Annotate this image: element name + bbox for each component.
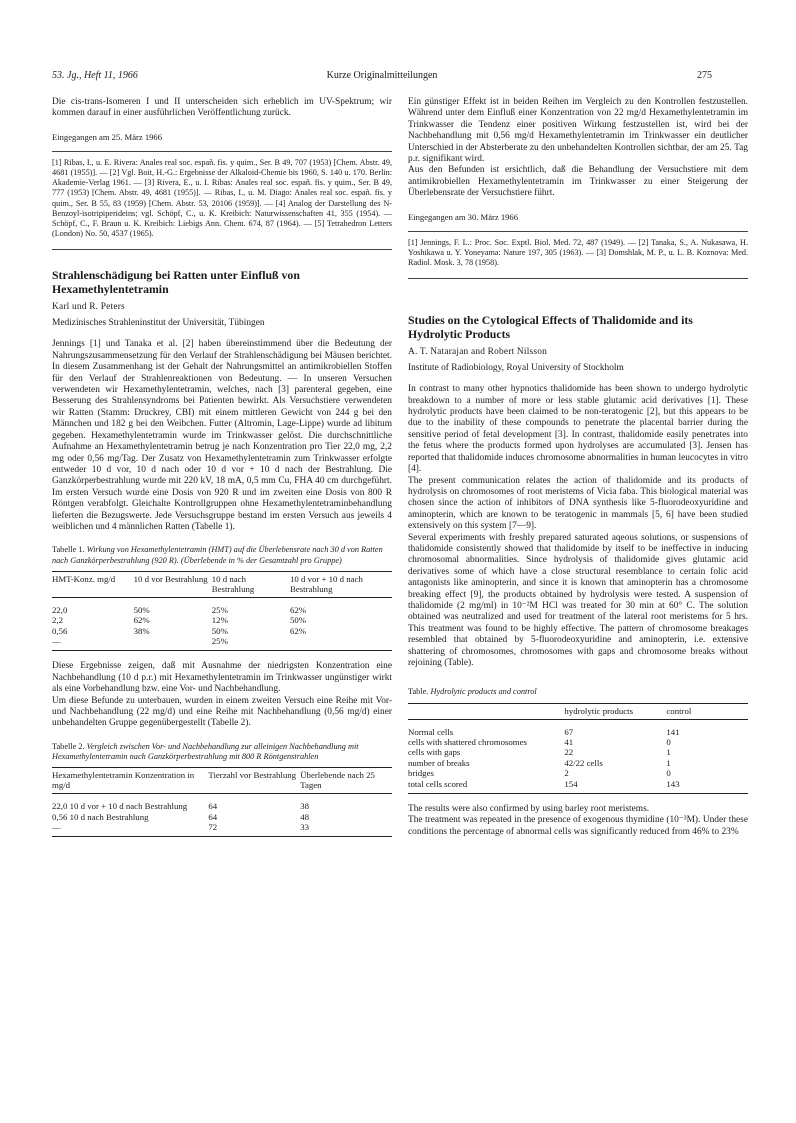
table-cell: 25%: [211, 604, 228, 615]
column-header: HMT-Konz. mg/d: [52, 573, 116, 584]
column-header: [408, 703, 564, 719]
table-cell: 48: [300, 811, 309, 822]
table-cell: 41: [564, 737, 574, 748]
table-cell: 50%: [211, 625, 228, 636]
article-authors: A. T. Natarajan and Robert Nilsson: [408, 347, 547, 358]
reference-list: [1] Ribas, I., u. E. Rivera: Anales real soc. españ. fis. y quim., Ser. B 49, 707 (1953) [Chem. Abstr. 49, 4681 (1955)]. — [2] Vgl. Boit, H.-G.: Ergebnisse der Alkaloid-Chemie bis 1960, S. 140 u. 170. Berlin: Akademie-Verlag 1961. — [3] Rivera, E., u. I. Ribas: Anales real soc. españ. fis. y quim., Ser. B 49, 777 (1953) [Chem. Abstr. 49, 4681 (1955)]. — Ribas, I., u. M. Diago: Anales real soc. españ. fis. y quim., Ser. B 55, 83 (1959) [Chem. Abstr. 53, 20106 (1959)]. — [4] Analog der Darstellung des N-Benzoyl-isotripiperideins; vgl. Schöpf, C., u. K. Kreibich: Naturwissenschaften 41, 355 (1954). — Schöpf, C., F. Braun u. K. Kreibich: Liebigs Ann. Chem. 674, 87 (1964). — [5] Tetrahedron Letters (London) No. 50, 4537 (1965).: [52, 157, 392, 239]
table-cell: 50%: [289, 615, 307, 626]
table-caption-text: Wirkung von Hexamethylentetramin (HMT) auf die Überlebensrate nach 30 d von Ratten nach Ganzkörperbestrahlung (920 R). (Überlebende in % der Gesamtzahl pro Gruppe): [52, 545, 383, 565]
table-caption: [408, 687, 748, 697]
column-header: control: [666, 705, 692, 716]
table-cell: 0: [666, 768, 671, 779]
column-header: Tierzahl vor Bestrahlung: [208, 770, 297, 781]
table-cell: Normal cells: [408, 726, 454, 737]
table-cell: 2: [564, 768, 569, 779]
table-cell: 67: [564, 726, 574, 737]
reference-list: [1] Jennings, F. L.: Proc. Soc. Exptl. Biol. Med. 72, 487 (1949). — [2] Tanaka, S., A. Nukasawa, H. Yoshikawa u. Y. Yoneyama: Nature 197, 305 (1963). — [3] Domshlak, M. P., u. L. B. Koznova: Med. Radiol. Mosk. 3, 78 (1958).: [408, 237, 748, 268]
table-cell: 38: [300, 801, 309, 812]
table-caption-text: Vergleich zwischen Vor- und Nachbehandlung zur alleinigen Nachbehandlung mit Hexamethylentetramin nach Ganzkörperbestrahlung mit 800 R Röntgenstrahlen: [52, 741, 359, 762]
divider: [52, 249, 392, 250]
table-cell: 62%: [133, 615, 150, 626]
body-paragraph: Diese Ergebnisse zeigen, daß mit Ausnahme der niedrigsten Konzentration eine Nachbehandlung (10 d p.r.) mit Hexamethylentetramin im Trinkwasser ungünstiger wirkt als eine Vorbehandlung bzw. eine Vor- und Nachbehandlung.: [52, 661, 392, 695]
article-title: Studies on the Cytological Effects of Thalidomide and its Hydrolytic Products: [408, 313, 693, 342]
body-paragraph: Jennings [1] und Tanaka et al. [2] haben übereinstimmend über die Bedeutung der Nahrungszusammensetzung für den Verlauf der Strahlenschädigung bei Mäusen berichtet. In diesem Zusammenhang ist der Gehalt der Nahrungsmittel an antimikrobiellen Stoffen für den Verlauf der Strahlenreaktionen von Bedeutung. — In unseren Versuchen verwendeten wir Hexamethylentetramin, welches, nach [3] parenteral gegeben, eine Besserung des Strahlensyndroms bei Patienten bewirkt. Als Versuchstiere verwendeten wir Ratten (Stamm: Druckrey, CBI) mit einem mittleren Gewicht von 244 g bei den Männchen und 182 g bei den Weibchen. Futter (Altromin, Lage-Lippe) wurde ad libitum gegeben. Hexamethylentetramin wurde im Trinkwasser gelöst. Die durchschnittliche Aufnahme an Hexamethylentetramin betrug je nach Konzentration pro Tier 22,0 mg, 2,2 mg oder 0,56 mg/Tag. Der Zusatz von Hexamethylentetramin zum Trinkwasser erfolgte entweder 10 d vor, 10 d nach oder 10 d vor + 10 d nach der Bestrahlung. Die Ganzkörperbestrahlung wurde mit 220 kV, 18 mA, 0,5 mm Cu, FHA 40 cm durchgeführt. Im ersten Versuch wurde eine Dosis von 920 R und im zweiten eine Dosis von 800 R Röntgen verabfolgt. Gleichalte Kontrollgruppen ohne Hexamethylentetraminbehandlung lieferten die Bezugswerte. Jede Versuchsgruppe bestand im ersten Versuch aus jeweils 4 weiblichen und 4 männlichen Ratten (Tabelle 1).: [52, 339, 392, 532]
table-cell: 42/22 cells: [564, 757, 603, 768]
column-header: 10 d vor + 10 d nach Bestrahlung: [289, 573, 363, 594]
table-label: Table.: [408, 687, 429, 697]
body-paragraph: The treatment was repeated in the presence of exogenous thymidine (10⁻³M). Under these conditions the percentage of abnormal cells was significantly reduced from 46% to 23%: [408, 815, 748, 837]
divider: [52, 151, 392, 152]
column-header: 10 d nach Bestrahlung: [211, 573, 255, 594]
data-table: [52, 767, 392, 837]
table-row: [52, 794, 392, 812]
table-cell: 154: [564, 778, 578, 789]
running-header: [52, 70, 712, 86]
column-header: Überlebende nach 25 Tagen: [300, 770, 375, 791]
table-row: [52, 597, 392, 615]
body-paragraph: In contrast to many other hypnotics thalidomide has been shown to undergo hydrolytic breakdown to a number of more or less stable glutamic acid derivatives [1]. These hydrolytic products have been claimed to be non-teratogenic [2], but this appears to be due to the inability of these compounds to penetrate the placental barrier during the sensitive period of fetal development [3]. In contrast, thalidomide easily penetrates into the fetus where the products formed upon hydrolyses are accumulated [3]. Jensen has reported that thalidomide induces chromosome abnormalities in human leucocytes in vitro [4].: [408, 384, 748, 475]
table-cell: 25%: [211, 635, 228, 646]
table-cell: 0,56 10 d nach Bestrahlung: [52, 811, 149, 822]
table-row: [52, 822, 392, 837]
table-row: [408, 779, 748, 794]
table-cell: 2,2: [52, 615, 63, 626]
left-column: [52, 97, 392, 837]
table-cell: 12%: [211, 615, 228, 626]
institution: Medizinisches Strahleninstitut der Universität, Tübingen: [52, 318, 265, 329]
article-authors: Karl und R. Peters: [52, 302, 125, 313]
data-table: [408, 703, 748, 794]
table-row: [408, 758, 748, 768]
body-paragraph: Um diese Befunde zu unterbauen, wurden in einem zweiten Versuch eine Reihe mit Vor- und Nachbehandlung (22 mg/d) und eine Reihe mit Nachbehandlung (0,56 mg/d) einer unbehandelten Gruppe gegenübergestellt (Tabelle 2).: [52, 695, 392, 729]
data-table: [52, 571, 392, 652]
table-cell: —: [52, 822, 61, 833]
institution: Institute of Radiobiology, Royal University of Stockholm: [408, 363, 624, 374]
table-caption: [52, 742, 392, 762]
body-paragraph: Ein günstiger Effekt ist in beiden Reihen im Vergleich zu den Kontrollen festzustellen. Während unter dem Einfluß einer Konzentration von 22 mg/d Hexamethylentetramin im Trinkwasser die Tendenz einer positiven Wirkung festzustellen ist, wird bei der Nachbehandlung mit 0,56 mg/d Hexamethylentetramin im Trinkwasser ein deutlicher Unterschied in der Absterberate zu den unbehandelten Kontrollen sichtbar, der am 25. Tag p.r. signifikant wird.: [408, 97, 748, 165]
table-cell: 22: [564, 747, 574, 758]
table-row: [408, 719, 748, 737]
table-cell: 143: [666, 778, 680, 789]
table-label: Tabelle 1.: [52, 545, 85, 555]
page-number: 275: [697, 70, 712, 81]
table-cell: [134, 636, 212, 651]
table-cell: 141: [666, 726, 680, 737]
table-cell: 0: [666, 737, 671, 748]
body-paragraph: The present communication relates the action of thalidomide and its products of hydrolysis on chromosomes of root meristems of Vicia faba. This biological material was chosen since the action of inhibitors of DNA synthesis like 5-fluorodeoxyuridine and aminopterin, which are known to be teratogenic in mammals [5, 6] have been studied extensively on this system [7—9].: [408, 475, 748, 532]
column-header: hydrolytic products: [564, 705, 634, 716]
table-cell: 62%: [289, 604, 307, 615]
table-cell: 1: [666, 747, 671, 758]
table-cell: —: [52, 635, 61, 646]
column-header: 10 d vor Bestrahlung: [133, 573, 208, 584]
section-title: Kurze Originalmitteilungen: [326, 70, 438, 81]
table-cell: 50%: [133, 604, 150, 615]
table-cell: [290, 636, 392, 651]
table-cell: 33: [300, 822, 309, 833]
received-date: Eingegangen am 30. März 1966: [408, 211, 519, 222]
table-cell: 38%: [133, 625, 150, 636]
table-cell: cells with shattered chromosomes: [408, 737, 527, 748]
table-cell: 62%: [289, 625, 307, 636]
divider: [408, 231, 748, 232]
table-cell: 1: [666, 757, 671, 768]
table-header-row: [52, 571, 392, 597]
right-column: [408, 97, 748, 838]
table-cell: bridges: [408, 768, 434, 779]
divider: [408, 278, 748, 279]
table-row: [408, 768, 748, 778]
column-header: Hexamethylentetramin Konzentration in mg/d: [52, 770, 195, 791]
table-cell: 22,0 10 d vor + 10 d nach Bestrahlung: [52, 801, 188, 812]
article-title: Strahlenschädigung bei Ratten unter Einfluß von Hexamethylentetramin: [52, 268, 300, 297]
table-header-row: [52, 768, 392, 794]
table-row: [408, 737, 748, 747]
table-cell: number of breaks: [408, 757, 470, 768]
body-paragraph: Aus den Befunden ist ersichtlich, daß die Behandlung der Versuchstiere mit dem antimikrobiellen Hexamethylentetramin im Trinkwasser zu einer Steigerung der Überlebensrate der Versuchstiere führt.: [408, 165, 748, 199]
table-cell: cells with gaps: [408, 747, 461, 758]
received-date: Eingegangen am 25. März 1966: [52, 131, 163, 142]
table-cell: 64: [208, 811, 218, 822]
table-cell: 22,0: [52, 604, 68, 615]
table-label: Tabelle 2.: [52, 741, 85, 751]
table-row: [52, 615, 392, 625]
table-cell: 64: [208, 801, 218, 812]
journal-issue: 53. Jg., Heft 11, 1966: [52, 70, 138, 81]
body-paragraph: Several experiments with freshly prepared saturated aqeous solutions, or suspensions of thalidomide consistently showed that thalidomide by itself to be ineffective in inducing chromosomal abnormalities. Since hydrolysis of thalidomide gives glutamic acid derivatives some of which have a close structural resemblance to certain folic acid antagonists like aminopterin, and since it is known that aminopterin has a chromosome breaking effect [9], the products obtained by hydrolysis were tested. A suspension of thalidomide (2 mg/ml) in 10⁻²M HCl was treated for 30 min at 60° C. The solution obtained was neutralized and used for treatment of the lateral root meristems for 5 hrs. This treatment was found to be highly effective. The pattern of chromosome breakages resembled that obtained by 5-fluorodeoxyuridine and aminopterin, i.e. extensive shattering of chromosomes, chromosomes with gaps and chromosome breaks without rejoining (Table).: [408, 532, 748, 669]
table-cell: total cells scored: [408, 778, 468, 789]
table-caption-text: Hydrolytic products and control: [428, 687, 537, 697]
table-row: [52, 636, 392, 651]
table-row: [408, 747, 748, 757]
intro-paragraph: Die cis-trans-Isomeren I und II unterscheiden sich erheblich im UV-Spektrum; wir kommen darauf in einer ausführlichen Veröffentlichung zurück.: [52, 97, 392, 119]
table-row: [52, 812, 392, 822]
table-row: [52, 626, 392, 636]
table-cell: 72: [208, 822, 218, 833]
body-paragraph: The results were also confirmed by using barley root meristems.: [408, 804, 650, 815]
table-header-row: [408, 703, 748, 719]
table-cell: 0,56: [52, 625, 68, 636]
table-caption: [52, 545, 392, 565]
